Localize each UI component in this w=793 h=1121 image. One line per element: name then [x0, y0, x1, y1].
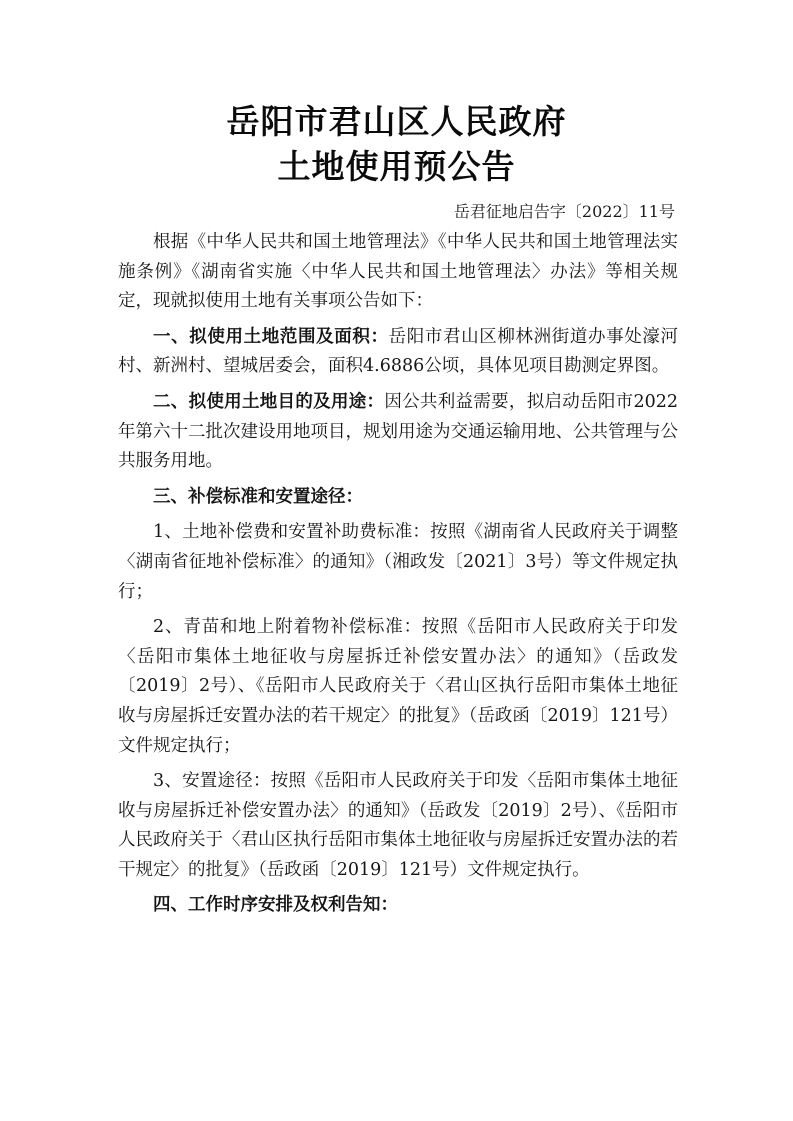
document-number: 岳君征地启告字〔2022〕11号 [453, 202, 675, 221]
section-3-item-3: 3、安置途径：按照《岳阳市人民政府关于印发〈岳阳市集体土地征收与房屋拆迁补偿安置办法〉的通知》（岳政发〔2019〕2号）、《岳阳市人民政府关于〈君山区执行岳阳市集体土地征收与房屋拆迁安置办法的若干规定〉的批复》（岳政函〔2019〕121号）文件规定执行。 [118, 771, 678, 880]
section-4-heading: 四、工作时序安排及权利告知： [153, 895, 398, 916]
intro-paragraph: 根据《中华人民共和国土地管理法》《中华人民共和国土地管理法实施条例》《湖南省实施〈中华人民共和国土地管理法〉办法》等相关规定，现就拟使用土地有关事项公告如下： [118, 232, 678, 312]
document-title: 土地使用预公告 [277, 147, 516, 186]
section-2-text: 因公共利益需要，拟启动岳阳市2022年第六十二批次建设用地项目，规划用途为交通运输用地、公共管理与公共服务用地。 [118, 391, 679, 472]
section-4-paragraph [118, 891, 678, 921]
section-2-heading: 二、拟使用土地目的及用途： [153, 391, 385, 412]
section-1-text: 岳阳市君山区柳林洲街道办事处濠河村、新洲村、望城居委会，面积4.6886公顷，具体见项目勘测定界图。 [118, 326, 678, 377]
section-3-item-2: 2、青苗和地上附着物补偿标准：按照《岳阳市人民政府关于印发〈岳阳市集体土地征收与房屋拆迁补偿安置办法〉的通知》（岳政发〔2019〕2号）、《岳阳市人民政府关于〈君山区执行岳阳市集体土地征收与房屋拆迁安置办法的若干规定〉的批复》（岳政函〔2019〕121号）文件规定执行； [118, 617, 678, 756]
section-3-heading: 三、补偿标准和安置途径： [153, 486, 363, 507]
section-1-paragraph [118, 323, 678, 382]
section-2-paragraph [118, 388, 678, 477]
section-3-paragraph [118, 483, 678, 513]
section-1-heading: 一、拟使用土地范围及面积： [153, 326, 389, 347]
document-title-issuer: 岳阳市君山区人民政府 [226, 102, 567, 141]
section-3-item-1: 1、土地补偿费和安置补助费标准：按照《湖南省人民政府关于调整〈湖南省征地补偿标准〉的通知》（湘政发〔2021〕3号）等文件规定执行； [118, 522, 678, 602]
document-body [118, 228, 678, 921]
